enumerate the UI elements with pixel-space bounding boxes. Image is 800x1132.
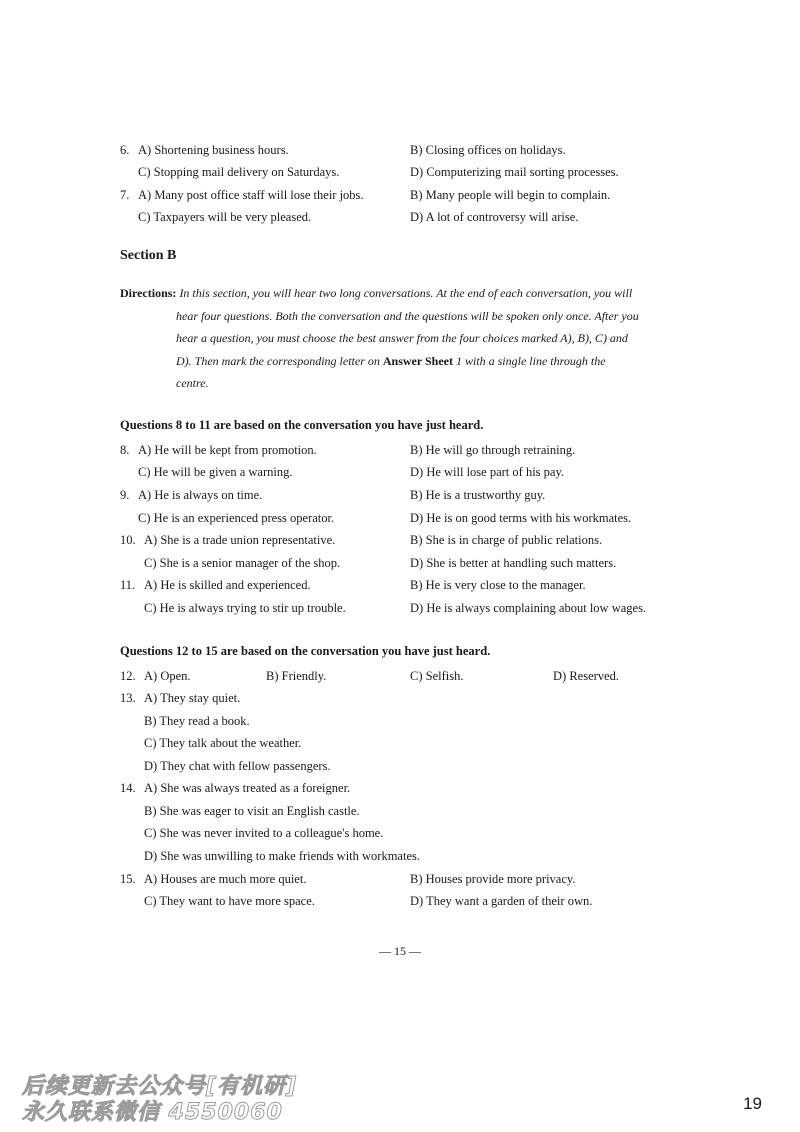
question-row — [0, 711, 800, 731]
option-b: B) He is a trustworthy guy. — [410, 488, 546, 502]
option-d: D) She was unwilling to make friends with workmates. — [144, 849, 420, 863]
question-number: 10. — [120, 533, 136, 547]
option-c: C) She was never invited to a colleague's home. — [144, 826, 384, 840]
option-d: D) They want a garden of their own. — [410, 894, 593, 908]
option-d: D) He will lose part of his pay. — [410, 465, 565, 479]
option-c: C) They want to have more space. — [144, 894, 315, 908]
option-c: C) Taxpayers will be very pleased. — [138, 210, 312, 224]
option-a: A) Open. — [144, 669, 191, 683]
question-row — [0, 756, 800, 776]
option-c: C) She is a senior manager of the shop. — [144, 556, 341, 570]
directions-line-1: Directions: In this section, you will hear two long conversations. At the end of each conversation, you will — [120, 286, 633, 300]
corner-page-number: 19 — [743, 1094, 762, 1113]
option-a: A) Many post office staff will lose their jobs. — [138, 188, 364, 202]
option-b: B) She was eager to visit an English castle. — [144, 804, 360, 818]
answer-sheet-label: Answer Sheet — [382, 353, 453, 368]
question-row — [0, 207, 800, 227]
question-number: 11. — [120, 578, 136, 592]
question-row — [0, 891, 800, 911]
option-d: D) He is on good terms with his workmates. — [410, 511, 632, 525]
option-a: A) They stay quiet. — [144, 691, 241, 705]
question-row — [0, 185, 800, 205]
question-row — [0, 846, 800, 866]
option-b: B) She is in charge of public relations. — [410, 533, 603, 547]
option-c: C) They talk about the weather. — [144, 736, 302, 750]
question-number: 6. — [120, 143, 130, 157]
watermark — [22, 1074, 322, 1130]
question-number: 13. — [120, 691, 136, 705]
section-title: Section B — [120, 248, 177, 263]
option-d: D) She is better at handling such matters. — [410, 556, 617, 570]
question-number: 8. — [120, 443, 130, 457]
question-row — [0, 485, 800, 505]
question-row — [0, 462, 800, 482]
option-c: C) He will be given a warning. — [138, 465, 293, 479]
option-a: A) He will be kept from promotion. — [138, 443, 317, 457]
watermark-line-2: 永久联系微信 4550060 — [22, 1100, 283, 1125]
question-row — [0, 733, 800, 753]
question-row — [0, 598, 800, 618]
option-a: A) He is always on time. — [138, 488, 263, 502]
option-a: A) He is skilled and experienced. — [144, 578, 311, 592]
question-row — [0, 575, 800, 595]
option-a: A) Houses are much more quiet. — [144, 872, 307, 886]
option-c: C) Stopping mail delivery on Saturdays. — [138, 165, 340, 179]
option-b: B) They read a book. — [144, 714, 250, 728]
option-b: B) Many people will begin to complain. — [410, 188, 611, 202]
option-a: A) She was always treated as a foreigner. — [144, 781, 351, 795]
option-d: D) He is always complaining about low wages. — [410, 601, 647, 615]
question-row — [0, 801, 800, 821]
option-c: C) Selfish. — [410, 669, 464, 683]
option-d: D) Reserved. — [553, 669, 619, 683]
question-number: 14. — [120, 781, 136, 795]
option-b: B) He will go through retraining. — [410, 443, 576, 457]
directions — [120, 282, 680, 395]
question-row — [0, 778, 800, 798]
option-d: D) A lot of controversy will arise. — [410, 210, 579, 224]
directions-line-3: hear a question, you must choose the best answer from the four choices marked A), B), C) and — [176, 331, 628, 345]
question-row — [0, 553, 800, 573]
watermark-line-1: 后续更新去公众号[有机研] — [22, 1074, 298, 1099]
question-number: 12. — [120, 669, 136, 683]
group-heading: Questions 8 to 11 are based on the conversation you have just heard. — [120, 418, 484, 432]
question-row — [0, 140, 800, 160]
question-number: 15. — [120, 872, 136, 886]
option-d: D) They chat with fellow passengers. — [144, 759, 331, 773]
option-a: A) Shortening business hours. — [138, 143, 289, 157]
option-c: C) He is an experienced press operator. — [138, 511, 335, 525]
question-row — [0, 162, 800, 182]
question-row — [0, 823, 800, 843]
question-row — [0, 440, 800, 460]
question-number: 7. — [120, 188, 130, 202]
option-c: C) He is always trying to stir up trouble. — [144, 601, 346, 615]
question-row — [0, 869, 800, 889]
directions-line-4: D). Then mark the corresponding letter on Answer Sheet 1 with a single line through the — [176, 353, 606, 368]
option-b: B) He is very close to the manager. — [410, 578, 586, 592]
group-heading: Questions 12 to 15 are based on the conversation you have just heard. — [120, 644, 491, 658]
page-number: — 15 — — [379, 944, 421, 958]
option-a: A) She is a trade union representative. — [144, 533, 336, 547]
option-b: B) Houses provide more privacy. — [410, 872, 576, 886]
question-number: 9. — [120, 488, 130, 502]
question-row — [0, 666, 800, 686]
option-b: B) Friendly. — [266, 669, 327, 683]
option-d: D) Computerizing mail sorting processes. — [410, 165, 619, 179]
question-row — [0, 688, 800, 708]
question-row — [0, 530, 800, 550]
directions-line-5: centre. — [176, 376, 209, 390]
directions-line-2: hear four questions. Both the conversation and the questions will be spoken only once. After you — [176, 308, 639, 323]
question-row — [0, 508, 800, 528]
directions-label: Directions: — [120, 286, 177, 300]
option-b: B) Closing offices on holidays. — [410, 143, 566, 157]
